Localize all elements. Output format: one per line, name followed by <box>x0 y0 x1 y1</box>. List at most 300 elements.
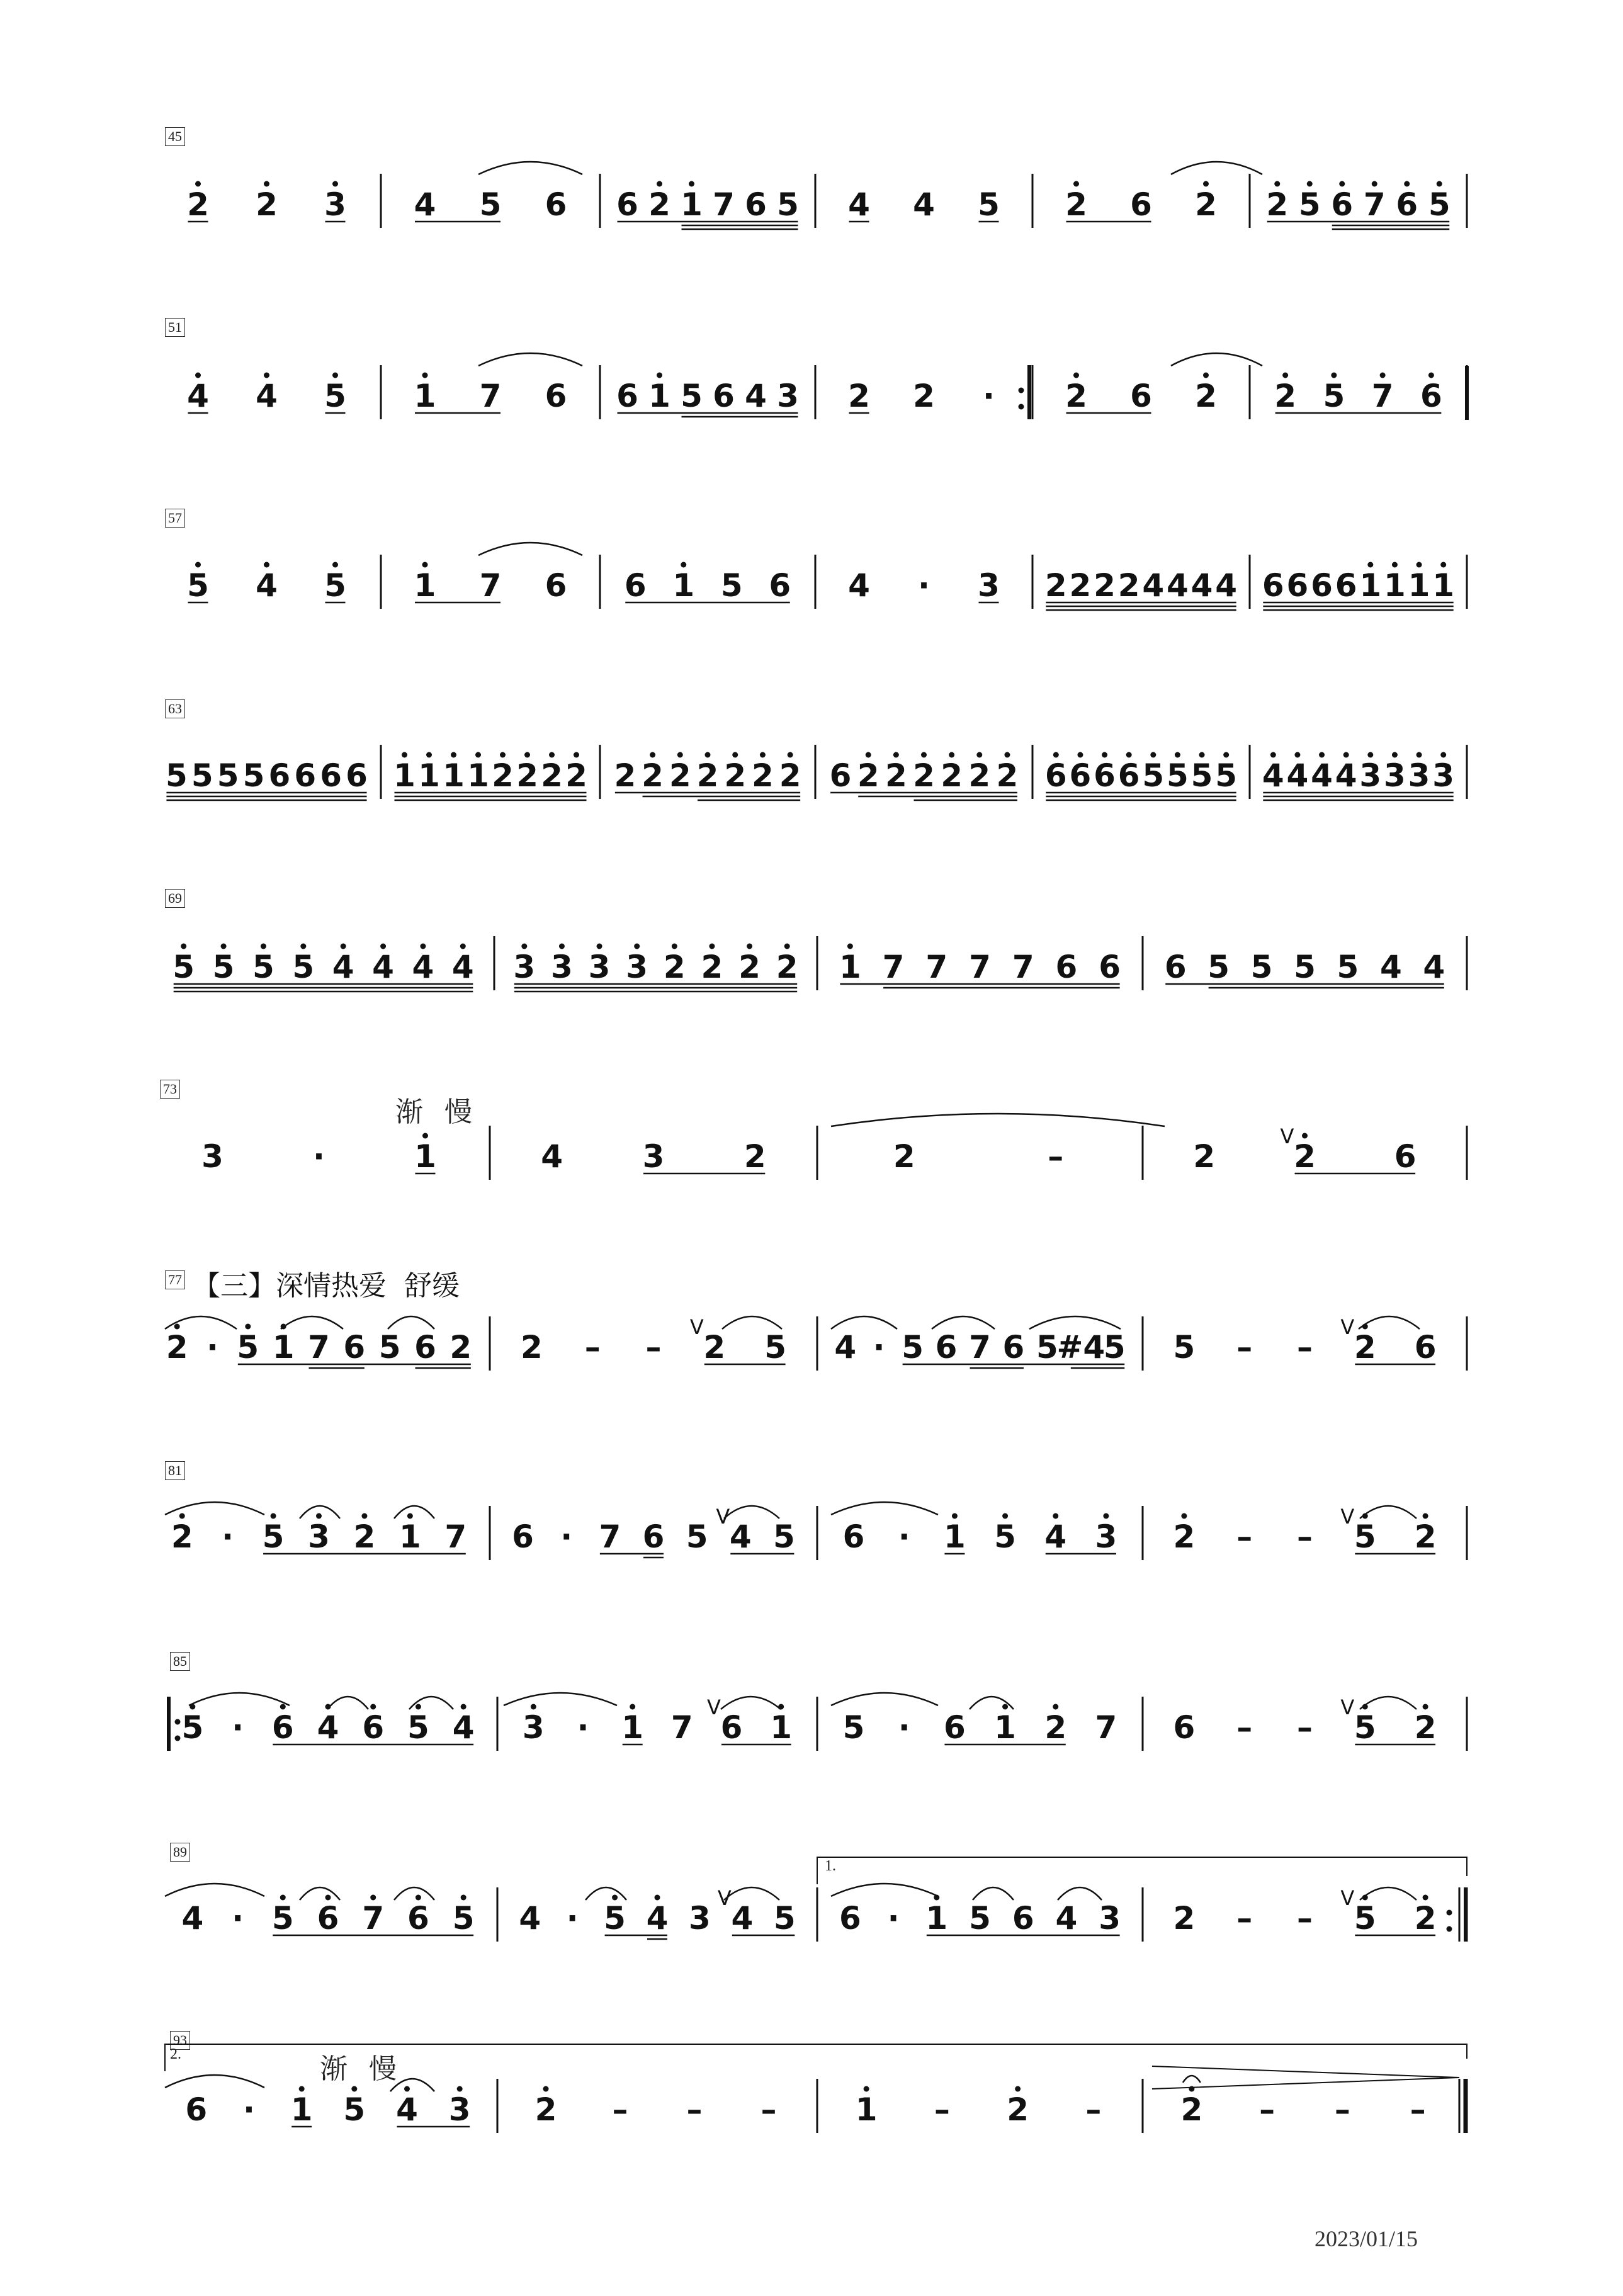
octave-dot <box>1417 752 1422 758</box>
jianpu-note: 5 <box>452 1900 475 1937</box>
octave-dot <box>921 752 927 758</box>
slur <box>165 1502 264 1515</box>
octave-dot <box>402 752 407 758</box>
jianpu-note: 6 <box>185 2091 208 2128</box>
slur <box>1171 162 1262 174</box>
breath-mark: V <box>1280 1124 1294 1148</box>
jianpu-note: 4 <box>848 186 870 223</box>
octave-dot <box>179 1513 185 1519</box>
octave-dot <box>677 752 683 758</box>
slur <box>327 1697 368 1709</box>
slur <box>394 1887 434 1900</box>
octave-dot <box>261 944 266 949</box>
jianpu-note: 2 <box>738 949 761 985</box>
jianpu-note: 4 <box>1262 757 1284 794</box>
jianpu-note: 6 <box>317 1900 339 1937</box>
jianpu-note: 2 <box>516 757 538 794</box>
jianpu-note: 2 <box>166 1329 188 1366</box>
jianpu-note: 2 <box>1117 567 1140 604</box>
augmentation-dot: · <box>918 567 930 604</box>
jianpu-note: 4 <box>187 378 209 414</box>
jianpu-note: 2 <box>521 1329 543 1366</box>
jianpu-note: 6 <box>271 1709 294 1746</box>
jianpu-note: 5 <box>773 1900 796 1937</box>
jianpu-note: 3 <box>308 1518 330 1555</box>
jianpu-note: 6 <box>1055 949 1078 985</box>
octave-dot <box>370 1895 376 1901</box>
measure-number-85: 85 <box>170 1652 190 1671</box>
jianpu-note: 2 <box>1065 378 1087 414</box>
jianpu-note: 6 <box>769 567 791 604</box>
jianpu-note: 1 <box>393 757 416 794</box>
jianpu-note: 5 <box>1036 1329 1058 1366</box>
dash-mark: – <box>1085 2091 1102 2128</box>
dash-mark: – <box>1048 1138 1064 1175</box>
jianpu-note: 4 <box>834 1329 857 1366</box>
jianpu-note: 6 <box>935 1329 958 1366</box>
jianpu-note: 5 <box>720 567 743 604</box>
jianpu-note: 6 <box>1394 1138 1417 1175</box>
jianpu-note: 2 <box>701 949 723 985</box>
slur <box>390 2079 434 2091</box>
jianpu-note: 6 <box>362 1709 385 1746</box>
octave-dot <box>461 1895 467 1901</box>
jianpu-note: 6 <box>1012 1900 1034 1937</box>
octave-dot <box>574 752 579 758</box>
jianpu-note: 5 <box>1428 186 1451 223</box>
jianpu-note: 5 <box>292 949 315 985</box>
octave-dot <box>657 181 662 187</box>
jianpu-note: 5 <box>324 567 346 604</box>
octave-dot <box>1367 562 1373 568</box>
jianpu-note: 5 <box>681 378 703 414</box>
jianpu-note: 2 <box>1195 186 1217 223</box>
jianpu-note: 5 <box>1190 757 1213 794</box>
octave-dot <box>655 1895 660 1901</box>
octave-dot <box>543 2086 549 2092</box>
octave-dot <box>521 944 527 949</box>
augmentation-dot: · <box>566 1900 579 1937</box>
jianpu-note: 4 <box>848 567 870 604</box>
octave-dot <box>705 752 711 758</box>
jianpu-note: 5 <box>1298 186 1321 223</box>
octave-dot <box>1270 752 1276 758</box>
jianpu-note: 6 <box>1262 567 1284 604</box>
octave-dot <box>264 181 269 187</box>
jianpu-note: 7 <box>362 1900 385 1937</box>
jianpu-note: 2 <box>614 757 636 794</box>
jianpu-note: 5 <box>187 567 209 604</box>
repeat-dot <box>1447 1926 1452 1932</box>
jianpu-note: 5 <box>1354 1518 1376 1555</box>
octave-dot <box>280 1895 286 1901</box>
jianpu-note: 2 <box>565 757 587 794</box>
octave-dot <box>1077 752 1083 758</box>
octave-dot <box>1053 752 1059 758</box>
jianpu-note: 4 <box>414 186 436 223</box>
slur <box>165 2075 264 2088</box>
octave-dot <box>1428 373 1434 378</box>
jianpu-note: 5 <box>181 1709 204 1746</box>
jianpu-note: 6 <box>1094 757 1116 794</box>
jianpu-note: 6 <box>642 1518 665 1555</box>
octave-dot <box>1053 1513 1058 1519</box>
dash-mark: – <box>1236 1518 1253 1555</box>
jianpu-note: 7 <box>969 949 991 985</box>
octave-dot <box>597 944 602 949</box>
jianpu-note: 6 <box>745 186 767 223</box>
octave-dot <box>422 562 428 568</box>
jianpu-note: 5 <box>1142 757 1165 794</box>
jianpu-note: 6 <box>1286 567 1309 604</box>
jianpu-note: 4 <box>745 378 767 414</box>
slur <box>831 1502 938 1515</box>
jianpu-note: 6 <box>1335 567 1357 604</box>
jianpu-note: 1 <box>1384 567 1406 604</box>
jianpu-note: 5 <box>978 186 1000 223</box>
slur <box>831 1693 938 1705</box>
octave-dot <box>549 752 555 758</box>
jianpu-note: 6 <box>545 567 567 604</box>
octave-dot <box>760 752 766 758</box>
jianpu-note: 3 <box>1384 757 1406 794</box>
jianpu-note: 5 <box>343 2091 366 2128</box>
breath-mark: V <box>689 1315 704 1339</box>
jianpu-note: 5 <box>1167 757 1189 794</box>
octave-dot <box>630 1704 635 1710</box>
jianpu-note: 4 <box>541 1138 563 1175</box>
augmentation-dot: · <box>887 1900 900 1937</box>
jianpu-note: 2 <box>171 1518 193 1555</box>
jianpu-note: 6 <box>545 378 567 414</box>
slur <box>1360 1506 1417 1518</box>
octave-dot <box>195 562 201 568</box>
dash-mark: – <box>1297 1900 1313 1937</box>
measure-number-81: 81 <box>165 1461 185 1480</box>
jianpu-note: 4 <box>372 949 394 985</box>
jianpu-note: 2 <box>1069 567 1092 604</box>
jianpu-note: 6 <box>1130 378 1152 414</box>
augmentation-dot: · <box>222 1518 234 1555</box>
jianpu-note: 6 <box>343 1329 366 1366</box>
jianpu-note: 3 <box>978 567 1000 604</box>
octave-dot <box>949 752 954 758</box>
breath-mark: V <box>1340 1695 1355 1719</box>
jianpu-note: 2 <box>1044 1709 1067 1746</box>
jianpu-note: 6 <box>1311 567 1333 604</box>
octave-dot <box>280 1704 286 1710</box>
jianpu-note: 2 <box>642 757 664 794</box>
octave-dot <box>221 944 227 949</box>
jianpu-note: 4 <box>729 1518 752 1555</box>
dash-mark: – <box>1297 1709 1313 1746</box>
octave-dot <box>1294 752 1300 758</box>
footer-date: 2023/01/15 <box>1315 2226 1418 2251</box>
octave-dot <box>1002 1704 1008 1710</box>
jianpu-note: 5 <box>172 949 195 985</box>
measure-number-63: 63 <box>165 699 185 718</box>
dash-mark: – <box>934 2091 950 2128</box>
octave-dot <box>1319 752 1325 758</box>
octave-dot <box>370 1704 376 1710</box>
octave-dot <box>1302 1133 1308 1139</box>
octave-dot <box>788 752 793 758</box>
jianpu-note: 6 <box>545 186 567 223</box>
jianpu-note: 3 <box>513 949 536 985</box>
slur <box>724 1887 779 1900</box>
measure-number-69: 69 <box>165 889 185 908</box>
jianpu-note: 1 <box>290 2091 313 2128</box>
measure-number-77: 77 <box>165 1270 185 1289</box>
jianpu-note: 3 <box>1408 757 1430 794</box>
jianpu-note: 7 <box>479 567 502 604</box>
jianpu-note: 5 <box>166 757 188 794</box>
jianpu-note: 4 <box>317 1709 339 1746</box>
octave-dot <box>181 944 186 949</box>
octave-dot <box>1392 752 1398 758</box>
jianpu-note: 5 <box>242 757 265 794</box>
octave-dot <box>1004 752 1010 758</box>
octave-dot <box>1423 1513 1428 1519</box>
slur <box>831 1884 938 1896</box>
breath-mark: V <box>716 1505 730 1529</box>
augmentation-dot: · <box>898 1518 910 1555</box>
jianpu-note: 2 <box>1065 186 1087 223</box>
slur <box>504 1693 617 1705</box>
octave-dot <box>650 752 655 758</box>
octave-dot <box>264 562 269 568</box>
jianpu-note: 6 <box>616 186 638 223</box>
jianpu-note: 5 <box>1250 949 1273 985</box>
dash-mark: – <box>1297 1518 1313 1555</box>
octave-dot <box>952 1513 958 1519</box>
jianpu-note: 6 <box>829 757 852 794</box>
jianpu-note: 1 <box>770 1709 793 1746</box>
slur <box>1029 1316 1121 1329</box>
slur <box>831 1316 897 1329</box>
jianpu-note: 5 <box>1207 949 1230 985</box>
jianpu-note: 6 <box>1069 757 1092 794</box>
octave-dot <box>245 1324 251 1330</box>
slur <box>281 1316 343 1329</box>
breath-mark: V <box>1340 1505 1355 1529</box>
breath-mark: V <box>707 1695 721 1719</box>
jianpu-note: 7 <box>1012 949 1034 985</box>
section-heading: 【三】深情热爱 舒缓 <box>193 1270 460 1302</box>
jianpu-note: 2 <box>1193 1138 1216 1175</box>
jianpu-note: 3 <box>324 186 346 223</box>
jianpu-note: 1 <box>925 1900 948 1937</box>
octave-dot <box>460 944 466 949</box>
octave-dot <box>1392 562 1398 568</box>
octave-dot <box>1372 181 1377 187</box>
jianpu-note: 7 <box>444 1518 467 1555</box>
jianpu-note: 2 <box>776 949 798 985</box>
jianpu-note: 2 <box>1173 1518 1196 1555</box>
jianpu-note: 1 <box>414 378 436 414</box>
jianpu-note: 6 <box>346 757 368 794</box>
octave-dot <box>1307 181 1313 187</box>
repeat-dot <box>1019 404 1024 410</box>
jianpu-note: 2 <box>648 186 670 223</box>
jianpu-note: 5 <box>604 1900 626 1937</box>
dash-mark: – <box>645 1329 662 1366</box>
jianpu-note: 2 <box>696 757 719 794</box>
jianpu-note: 1 <box>855 2091 878 2128</box>
octave-dot <box>672 944 677 949</box>
augmentation-dot: · <box>873 1329 885 1366</box>
octave-dot <box>847 944 853 949</box>
jianpu-note: 2 <box>1294 1138 1316 1175</box>
measure-number-73: 73 <box>160 1080 180 1099</box>
jianpu-note: 5 <box>773 1518 795 1555</box>
jianpu-note: 4 <box>412 949 434 985</box>
dash-mark: – <box>761 2091 777 2128</box>
dash-mark: – <box>1410 2091 1426 2128</box>
jianpu-note: 7 <box>1371 378 1394 414</box>
octave-dot <box>361 1513 367 1519</box>
jianpu-note: 4 <box>519 1900 541 1937</box>
jianpu-note: 7 <box>882 949 905 985</box>
jianpu-note: 6 <box>842 1518 865 1555</box>
jianpu-note: 4 <box>646 1900 669 1937</box>
dash-mark: – <box>1236 1709 1253 1746</box>
octave-dot <box>1331 373 1337 378</box>
octave-dot <box>893 752 899 758</box>
octave-dot <box>422 1133 428 1139</box>
jianpu-note: 3 <box>201 1138 223 1175</box>
jianpu-note: #4 <box>1056 1329 1106 1366</box>
octave-dot <box>612 1895 618 1901</box>
octave-dot <box>1423 1895 1428 1901</box>
slur <box>189 1693 290 1705</box>
breath-mark: V <box>717 1886 732 1910</box>
jianpu-note: 5 <box>1103 1329 1126 1366</box>
jianpu-note: 2 <box>779 757 801 794</box>
jianpu-note: 1 <box>443 757 465 794</box>
octave-dot <box>1203 181 1209 187</box>
jianpu-note: 5 <box>686 1518 708 1555</box>
octave-dot <box>300 944 306 949</box>
augmentation-dot: · <box>232 1900 244 1937</box>
jianpu-note: 5 <box>271 1900 294 1937</box>
jianpu-note: 7 <box>713 186 735 223</box>
octave-dot <box>634 944 640 949</box>
octave-dot <box>299 2086 305 2092</box>
jianpu-note: 2 <box>669 757 691 794</box>
jianpu-note: 4 <box>731 1900 754 1937</box>
octave-dot <box>1440 562 1446 568</box>
jianpu-note: 7 <box>925 949 948 985</box>
octave-dot <box>709 944 715 949</box>
jianpu-note: 6 <box>268 757 291 794</box>
jianpu-note: 7 <box>479 378 502 414</box>
jianpu-note: 5 <box>1215 757 1238 794</box>
jianpu-note: 7 <box>1095 1709 1117 1746</box>
jianpu-note: 1 <box>418 757 440 794</box>
octave-dot <box>426 752 432 758</box>
jianpu-note: 2 <box>893 1138 915 1175</box>
jianpu-note: 6 <box>1173 1709 1196 1746</box>
repeat-dot <box>175 1719 181 1725</box>
slur <box>831 1114 1165 1126</box>
measure-number-89: 89 <box>170 1843 190 1862</box>
jianpu-note: 2 <box>1044 567 1067 604</box>
repeat-dot <box>1019 388 1024 393</box>
slur <box>478 543 582 555</box>
octave-dot <box>784 944 790 949</box>
slur <box>1360 1887 1417 1900</box>
octave-dot <box>1282 373 1288 378</box>
fermata <box>1183 2076 1201 2083</box>
jianpu-note: 3 <box>551 949 573 985</box>
decrescendo-hairpin <box>1152 2066 1459 2089</box>
jianpu-note: 5 <box>969 1900 991 1937</box>
jianpu-note: 2 <box>534 2091 557 2128</box>
breath-mark: V <box>1340 1886 1355 1910</box>
jianpu-note: 6 <box>407 1900 429 1937</box>
octave-dot <box>732 752 738 758</box>
slur <box>973 1887 1014 1900</box>
augmentation-dot: · <box>560 1518 573 1555</box>
jianpu-note: 3 <box>1432 757 1455 794</box>
octave-dot <box>351 2086 357 2092</box>
octave-dot <box>422 373 428 378</box>
jianpu-note: 2 <box>256 186 278 223</box>
octave-dot <box>531 1704 536 1710</box>
jianpu-note: 1 <box>839 949 861 985</box>
jianpu-note: 4 <box>1190 567 1213 604</box>
jianpu-note: 3 <box>588 949 611 985</box>
jianpu-note: 4 <box>1286 757 1309 794</box>
jianpu-note: 1 <box>1359 567 1382 604</box>
jianpu-note: 5 <box>777 186 799 223</box>
dash-mark: – <box>1236 1900 1253 1937</box>
octave-dot <box>416 1704 421 1710</box>
jianpu-note: 3 <box>1099 1900 1121 1937</box>
measure-number-51: 51 <box>165 318 185 337</box>
dash-mark: – <box>1297 1329 1313 1366</box>
octave-dot <box>332 373 338 378</box>
slur <box>478 162 582 174</box>
octave-dot <box>420 944 426 949</box>
jianpu-note: 2 <box>541 757 563 794</box>
jianpu-note: 2 <box>1266 186 1289 223</box>
octave-dot <box>1404 181 1410 187</box>
jianpu-note: 1 <box>414 1138 436 1175</box>
jianpu-note: 2 <box>703 1329 726 1366</box>
octave-dot <box>271 1513 276 1519</box>
augmentation-dot: · <box>232 1709 244 1746</box>
jianpu-note: 2 <box>1414 1518 1437 1555</box>
jianpu-note: 3 <box>1095 1518 1117 1555</box>
repeat-dot <box>175 1736 181 1741</box>
octave-dot <box>1423 1704 1428 1710</box>
slur <box>300 1887 340 1900</box>
jianpu-note: 4 <box>1142 567 1165 604</box>
octave-dot <box>500 752 506 758</box>
repeat-dot <box>1447 1910 1452 1916</box>
slur <box>721 1697 781 1709</box>
jianpu-note: 6 <box>1414 1329 1437 1366</box>
dash-mark: – <box>612 2091 628 2128</box>
jianpu-note: 3 <box>448 2091 471 2128</box>
jianpu-note: 7 <box>969 1329 991 1366</box>
augmentation-dot: · <box>577 1709 589 1746</box>
jianpu-note: 6 <box>320 757 342 794</box>
jianpu-note: 2 <box>968 757 991 794</box>
jianpu-note: 2 <box>744 1138 766 1175</box>
